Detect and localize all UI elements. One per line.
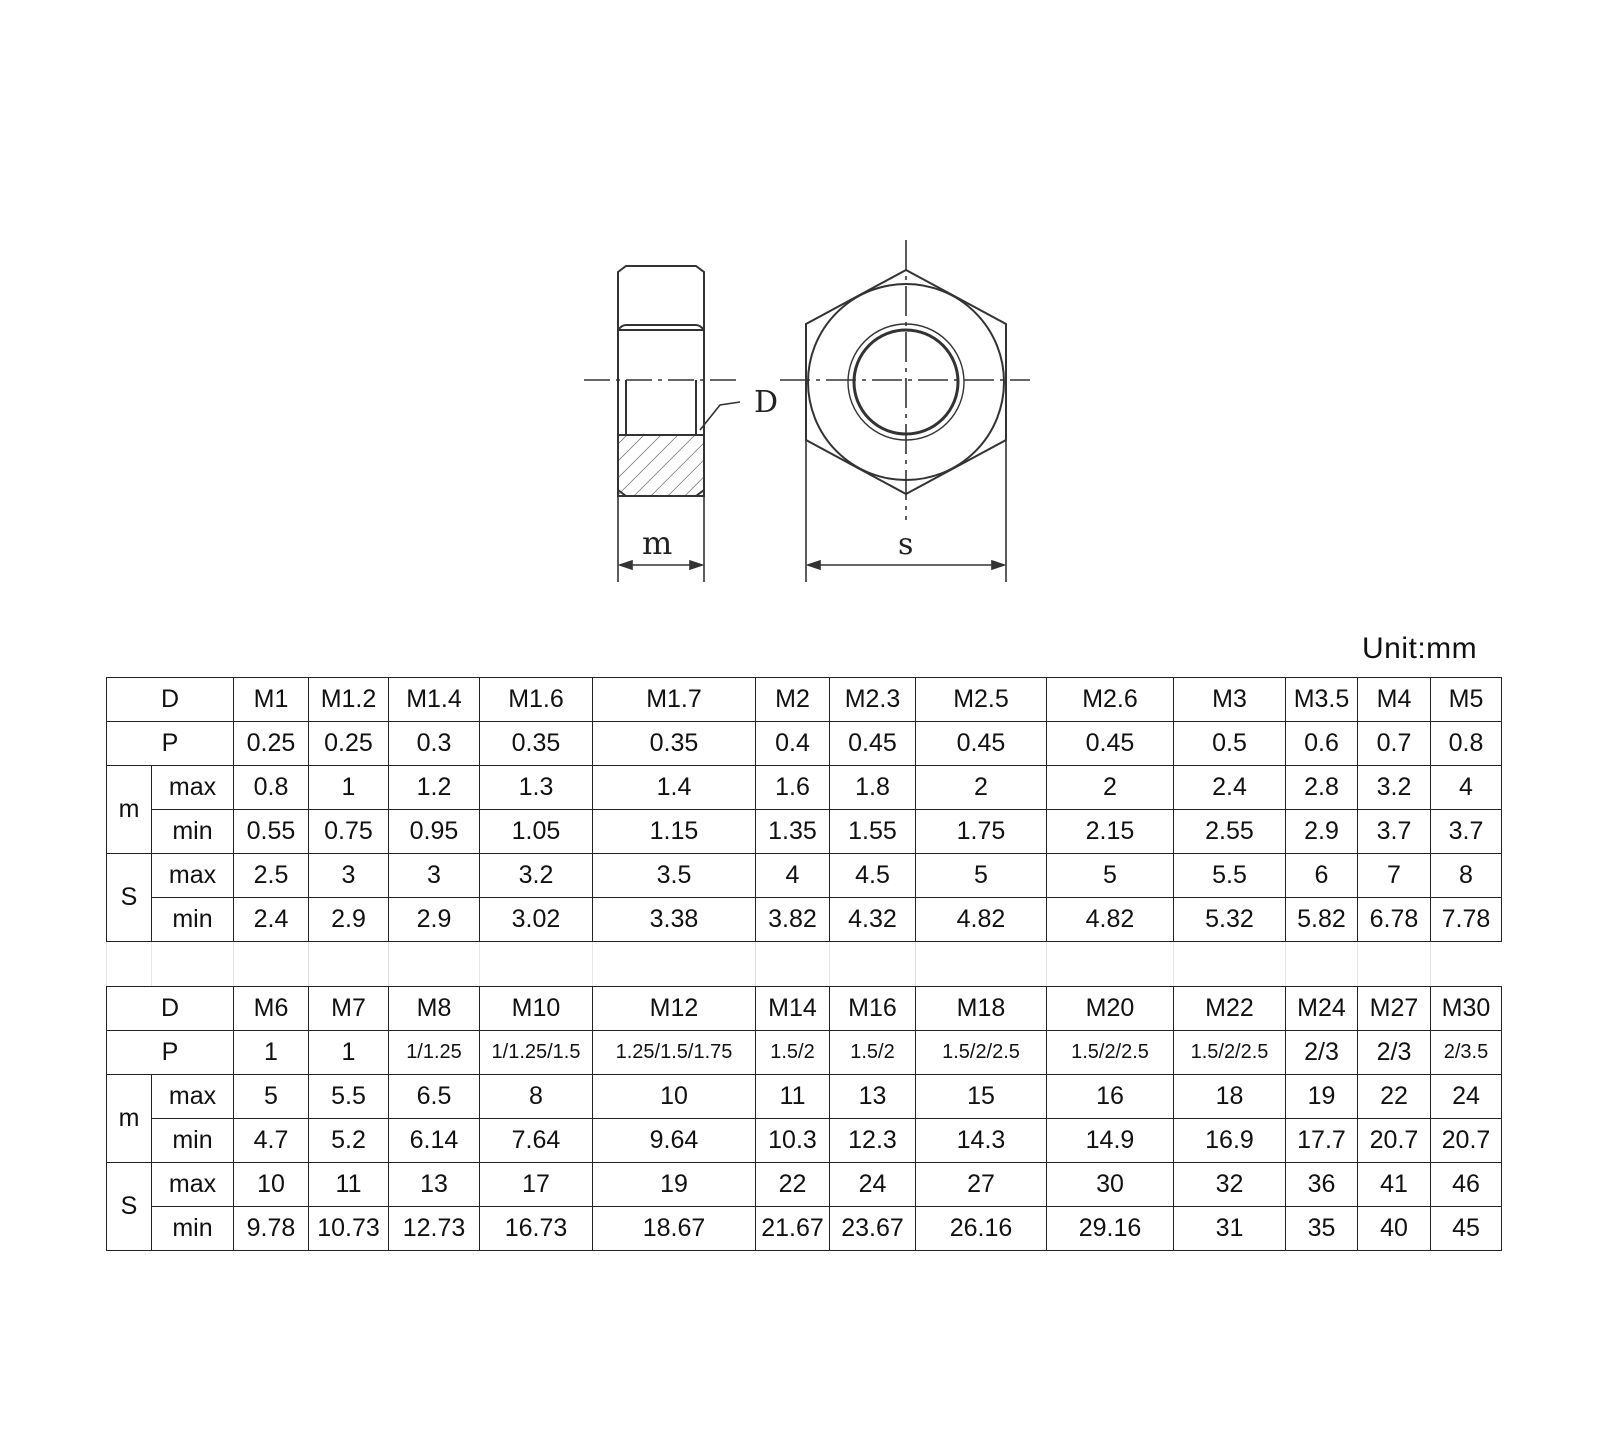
cell-s-max: 3 xyxy=(309,854,389,898)
cell-s-min: 5.82 xyxy=(1286,898,1358,942)
spacer-guide xyxy=(479,940,480,986)
cell-P: 0.45 xyxy=(830,722,916,766)
cell-s-min: 4.32 xyxy=(830,898,916,942)
cell-P: 1.5/2 xyxy=(830,1031,916,1075)
cell-m-min: 9.64 xyxy=(593,1119,756,1163)
cell-s-min: 9.78 xyxy=(234,1207,309,1251)
cell-s-max: 46 xyxy=(1431,1163,1502,1207)
cell-s-max: 19 xyxy=(593,1163,756,1207)
cell-m-min: 17.7 xyxy=(1286,1119,1358,1163)
spec-table-1 xyxy=(106,677,1502,942)
cell-s-max: 41 xyxy=(1358,1163,1431,1207)
cell-s-min: 3.82 xyxy=(756,898,830,942)
cell-P: 0.45 xyxy=(916,722,1047,766)
cell-s-max: 5 xyxy=(1047,854,1174,898)
cell-D: M1.6 xyxy=(480,678,593,722)
cell-m-max: 8 xyxy=(480,1075,593,1119)
cell-s-max: 3 xyxy=(389,854,480,898)
cell-m-min: 1.75 xyxy=(916,810,1047,854)
cell-D: M1.4 xyxy=(389,678,480,722)
cell-s-max: 8 xyxy=(1431,854,1502,898)
spacer-guide xyxy=(1285,940,1286,986)
cell-m-min: 3.7 xyxy=(1431,810,1502,854)
cell-D: M22 xyxy=(1174,987,1286,1031)
cell-s-max: 11 xyxy=(309,1163,389,1207)
cell-P: 1.25/1.5/1.75 xyxy=(593,1031,756,1075)
cell-P: 1 xyxy=(309,1031,389,1075)
height-label: m xyxy=(642,524,673,562)
sub-label-min: min xyxy=(152,810,234,854)
cell-s-max: 32 xyxy=(1174,1163,1286,1207)
cell-m-min: 1.35 xyxy=(756,810,830,854)
hex-nut-svg xyxy=(560,230,1060,600)
cell-D: M18 xyxy=(916,987,1047,1031)
table-row-D xyxy=(107,678,1502,722)
row-label-P: P xyxy=(107,722,234,766)
cell-s-min: 31 xyxy=(1174,1207,1286,1251)
cell-s-min: 4.82 xyxy=(1047,898,1174,942)
cell-m-min: 20.7 xyxy=(1431,1119,1502,1163)
cell-D: M2.6 xyxy=(1047,678,1174,722)
sub-label-max: max xyxy=(152,1075,234,1119)
nut-side-view xyxy=(584,266,740,496)
cell-D: M8 xyxy=(389,987,480,1031)
cell-P: 0.25 xyxy=(309,722,389,766)
cell-D: M3.5 xyxy=(1286,678,1358,722)
cell-s-max: 22 xyxy=(756,1163,830,1207)
cell-m-min: 3.7 xyxy=(1358,810,1431,854)
cell-P: 0.7 xyxy=(1358,722,1431,766)
cell-s-min: 6.78 xyxy=(1358,898,1431,942)
cell-P: 2/3 xyxy=(1358,1031,1431,1075)
cell-m-min: 14.3 xyxy=(916,1119,1047,1163)
cell-m-max: 18 xyxy=(1174,1075,1286,1119)
cell-m-max: 16 xyxy=(1047,1075,1174,1119)
cell-m-min: 0.55 xyxy=(234,810,309,854)
sub-label-min: min xyxy=(152,1119,234,1163)
cell-D: M16 xyxy=(830,987,916,1031)
cell-m-max: 1.4 xyxy=(593,766,756,810)
cell-s-max: 30 xyxy=(1047,1163,1174,1207)
cell-m-min: 5.2 xyxy=(309,1119,389,1163)
cell-m-min: 14.9 xyxy=(1047,1119,1174,1163)
cell-m-max: 2 xyxy=(916,766,1047,810)
table-row-D xyxy=(107,987,1502,1031)
cell-m-min: 1.05 xyxy=(480,810,593,854)
cell-m-min: 1.15 xyxy=(593,810,756,854)
cell-D: M2.3 xyxy=(830,678,916,722)
sub-label-min: min xyxy=(152,898,234,942)
table-row-s-max xyxy=(107,854,1502,898)
spacer-guide xyxy=(1046,940,1047,986)
cell-P: 1.5/2/2.5 xyxy=(1047,1031,1174,1075)
spacer-guide xyxy=(233,940,234,986)
cell-s-max: 3.5 xyxy=(593,854,756,898)
cell-s-max: 10 xyxy=(234,1163,309,1207)
cell-s-max: 6 xyxy=(1286,854,1358,898)
cell-D: M4 xyxy=(1358,678,1431,722)
cell-m-min: 1.55 xyxy=(830,810,916,854)
cell-s-min: 21.67 xyxy=(756,1207,830,1251)
cell-s-min: 10.73 xyxy=(309,1207,389,1251)
cell-m-min: 2.55 xyxy=(1174,810,1286,854)
cell-s-max: 7 xyxy=(1358,854,1431,898)
spacer-guide xyxy=(1357,940,1358,986)
cell-D: M2.5 xyxy=(916,678,1047,722)
cell-D: M1 xyxy=(234,678,309,722)
cell-s-max: 17 xyxy=(480,1163,593,1207)
cell-s-min: 4.82 xyxy=(916,898,1047,942)
cell-m-max: 0.8 xyxy=(234,766,309,810)
spacer-guide xyxy=(1430,940,1431,986)
table-row-s-min xyxy=(107,898,1502,942)
cell-P: 0.25 xyxy=(234,722,309,766)
cell-D: M14 xyxy=(756,987,830,1031)
spacer-guide xyxy=(151,940,152,986)
cell-m-max: 19 xyxy=(1286,1075,1358,1119)
cell-m-min: 7.64 xyxy=(480,1119,593,1163)
cell-s-min: 16.73 xyxy=(480,1207,593,1251)
width-label: s xyxy=(898,527,914,562)
cell-D: M30 xyxy=(1431,987,1502,1031)
table-row-P xyxy=(107,722,1502,766)
cell-P: 0.45 xyxy=(1047,722,1174,766)
cell-m-max: 13 xyxy=(830,1075,916,1119)
cell-s-max: 3.2 xyxy=(480,854,593,898)
cell-m-min: 10.3 xyxy=(756,1119,830,1163)
cell-m-max: 2.4 xyxy=(1174,766,1286,810)
group-label-s: S xyxy=(107,854,152,942)
cell-m-max: 3.2 xyxy=(1358,766,1431,810)
table-row-s-max xyxy=(107,1163,1502,1207)
cell-s-max: 5.5 xyxy=(1174,854,1286,898)
cell-s-min: 18.67 xyxy=(593,1207,756,1251)
cell-P: 1.5/2/2.5 xyxy=(1174,1031,1286,1075)
cell-s-min: 40 xyxy=(1358,1207,1431,1251)
row-label-P: P xyxy=(107,1031,234,1075)
cell-s-min: 2.9 xyxy=(389,898,480,942)
spacer-guide xyxy=(308,940,309,986)
cell-s-min: 26.16 xyxy=(916,1207,1047,1251)
table-row-m-max xyxy=(107,766,1502,810)
cell-m-max: 4 xyxy=(1431,766,1502,810)
cell-P: 1.5/2/2.5 xyxy=(916,1031,1047,1075)
sub-label-max: max xyxy=(152,1163,234,1207)
cell-P: 0.3 xyxy=(389,722,480,766)
cell-m-max: 1.2 xyxy=(389,766,480,810)
cell-m-max: 1.8 xyxy=(830,766,916,810)
cell-m-max: 5 xyxy=(234,1075,309,1119)
cell-P: 0.4 xyxy=(756,722,830,766)
cell-s-min: 35 xyxy=(1286,1207,1358,1251)
cell-m-min: 12.3 xyxy=(830,1119,916,1163)
cell-D: M12 xyxy=(593,987,756,1031)
spacer-guide xyxy=(755,940,756,986)
cell-P: 0.5 xyxy=(1174,722,1286,766)
cell-s-min: 7.78 xyxy=(1431,898,1502,942)
cell-s-min: 45 xyxy=(1431,1207,1502,1251)
spacer-guide xyxy=(106,940,107,986)
table-row-s-min xyxy=(107,1207,1502,1251)
table-row-m-min xyxy=(107,1119,1502,1163)
cell-D: M7 xyxy=(309,987,389,1031)
cell-D: M20 xyxy=(1047,987,1174,1031)
cell-s-max: 24 xyxy=(830,1163,916,1207)
cell-P: 2/3 xyxy=(1286,1031,1358,1075)
table-row-P xyxy=(107,1031,1502,1075)
cell-m-max: 24 xyxy=(1431,1075,1502,1119)
table-row-m-max xyxy=(107,1075,1502,1119)
cell-D: M5 xyxy=(1431,678,1502,722)
cell-m-max: 1 xyxy=(309,766,389,810)
spacer-guide xyxy=(915,940,916,986)
sub-label-max: max xyxy=(152,766,234,810)
cell-P: 1 xyxy=(234,1031,309,1075)
cell-D: M24 xyxy=(1286,987,1358,1031)
cell-D: M6 xyxy=(234,987,309,1031)
cell-m-max: 2 xyxy=(1047,766,1174,810)
cell-m-min: 6.14 xyxy=(389,1119,480,1163)
cell-m-min: 0.95 xyxy=(389,810,480,854)
cell-s-min: 5.32 xyxy=(1174,898,1286,942)
unit-label: Unit:mm xyxy=(1362,632,1478,665)
cell-m-max: 15 xyxy=(916,1075,1047,1119)
spacer-guide xyxy=(829,940,830,986)
cell-s-min: 3.38 xyxy=(593,898,756,942)
cell-s-min: 3.02 xyxy=(480,898,593,942)
cell-s-max: 13 xyxy=(389,1163,480,1207)
cell-m-max: 1.3 xyxy=(480,766,593,810)
cell-m-max: 10 xyxy=(593,1075,756,1119)
cell-m-min: 0.75 xyxy=(309,810,389,854)
cell-m-min: 16.9 xyxy=(1174,1119,1286,1163)
cell-P: 0.35 xyxy=(593,722,756,766)
cell-m-max: 6.5 xyxy=(389,1075,480,1119)
hex-nut-drawing xyxy=(560,230,1060,600)
cell-s-max: 27 xyxy=(916,1163,1047,1207)
cell-P: 1/1.25/1.5 xyxy=(480,1031,593,1075)
cell-s-min: 2.4 xyxy=(234,898,309,942)
cell-m-min: 2.15 xyxy=(1047,810,1174,854)
spacer-guide xyxy=(592,940,593,986)
cell-P: 1.5/2 xyxy=(756,1031,830,1075)
cell-P: 0.35 xyxy=(480,722,593,766)
table-row-m-min xyxy=(107,810,1502,854)
cell-s-min: 29.16 xyxy=(1047,1207,1174,1251)
group-label-m: m xyxy=(107,766,152,854)
cell-m-max: 2.8 xyxy=(1286,766,1358,810)
cell-m-min: 4.7 xyxy=(234,1119,309,1163)
group-label-m: m xyxy=(107,1075,152,1163)
spec-table-2 xyxy=(106,986,1502,1251)
cell-m-min: 2.9 xyxy=(1286,810,1358,854)
cell-D: M1.2 xyxy=(309,678,389,722)
spacer-guide xyxy=(388,940,389,986)
thread-label: D xyxy=(754,385,779,420)
cell-m-max: 5.5 xyxy=(309,1075,389,1119)
cell-s-min: 23.67 xyxy=(830,1207,916,1251)
cell-s-max: 5 xyxy=(916,854,1047,898)
cell-s-min: 2.9 xyxy=(309,898,389,942)
sub-label-min: min xyxy=(152,1207,234,1251)
cell-P: 2/3.5 xyxy=(1431,1031,1502,1075)
sub-label-max: max xyxy=(152,854,234,898)
cell-D: M2 xyxy=(756,678,830,722)
row-label-D: D xyxy=(107,678,234,722)
cell-s-max: 4 xyxy=(756,854,830,898)
nut-front-view xyxy=(780,240,1030,520)
cell-P: 0.6 xyxy=(1286,722,1358,766)
cell-P: 0.8 xyxy=(1431,722,1502,766)
cell-m-min: 20.7 xyxy=(1358,1119,1431,1163)
cell-m-max: 11 xyxy=(756,1075,830,1119)
cell-D: M3 xyxy=(1174,678,1286,722)
cell-m-max: 22 xyxy=(1358,1075,1431,1119)
cell-P: 1/1.25 xyxy=(389,1031,480,1075)
row-label-D: D xyxy=(107,987,234,1031)
cell-s-max: 36 xyxy=(1286,1163,1358,1207)
spacer-guide xyxy=(1173,940,1174,986)
cell-D: M1.7 xyxy=(593,678,756,722)
cell-D: M10 xyxy=(480,987,593,1031)
cell-D: M27 xyxy=(1358,987,1431,1031)
table-spacer xyxy=(106,940,1509,986)
cell-m-max: 1.6 xyxy=(756,766,830,810)
cell-s-max: 2.5 xyxy=(234,854,309,898)
group-label-s: S xyxy=(107,1163,152,1251)
cell-s-max: 4.5 xyxy=(830,854,916,898)
cell-s-min: 12.73 xyxy=(389,1207,480,1251)
